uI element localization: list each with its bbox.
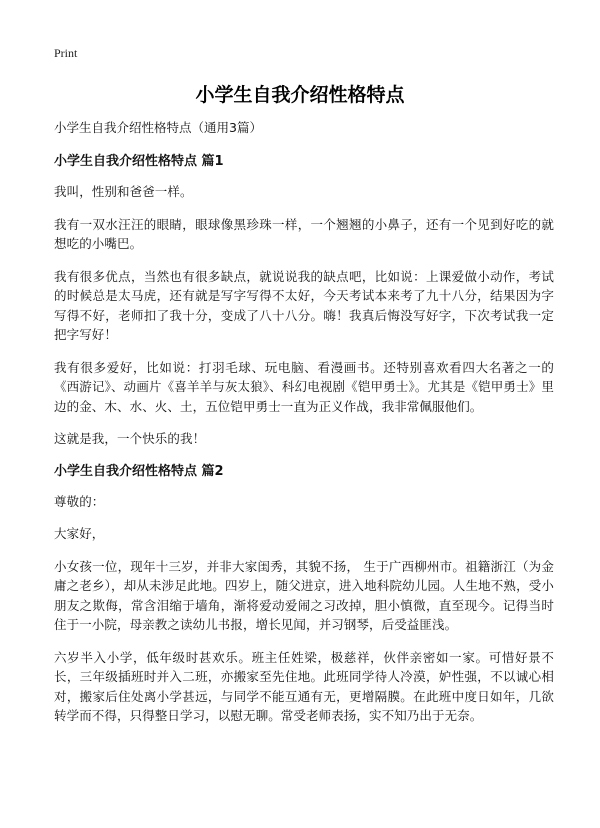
document-subtitle: 小学生自我介绍性格特点（通用3篇） [54,120,262,135]
paragraph: 小女孩一位，现年十三岁，并非大家闺秀，其貌不扬， 生于广西柳州市。祖籍浙江（为金庸之老乡），却从未涉足此地。四岁上，随父进京，进入地科院幼儿园。人生地不熟，受小朋友之欺侮，常含泪缩于墙角，渐将爱动爱闹之习改掉，胆小慎微，直至现今。记得当时住于一小院，母亲教之读幼儿书报，增长见闻，并习钢琴，后受益匪浅。 [54,558,554,632]
paragraph: 我有很多爱好，比如说：打羽毛球、玩电脑、看漫画书。还特别喜欢看四大名著之一的《西游记》、动画片《喜羊羊与灰太狼》、科幻电视剧《铠甲勇士》。尤其是《铠甲勇士》里边的金、木、水、火、土，五位铠甲勇士一直为正义作战，我非常佩服他们。 [54,359,554,414]
paragraph: 大家好， [54,526,105,541]
document-body [54,118,554,739]
paragraph: 我有很多优点，当然也有很多缺点，就说说我的缺点吧，比如说：上课爱做小动作，考试的时候总是太马虎，还有就是写字写得不太好，今天考试本来考了九十八分，结果因为字写得不好，老师扣了我十分，变成了八十八分。嗨！我真后悔没写好字，下次考试我一定把字写好！ [54,268,554,342]
paragraph: 六岁半入小学，低年级时甚欢乐。班主任姓梁，极慈祥，伙伴亲密如一家。可惜好景不长，三年级插班时并入二班，亦搬家至先住地。此班同学待人冷漠，妒性强，不以诚心相对，搬家后住处离小学甚远，与同学不能互通有无，更增隔膜。在此班中度日如年，几欲转学而不得，只得整日学习，以慰无聊。常受老师表扬，实不知乃出于无奈。 [54,649,554,723]
section-heading-2: 小学生自我介绍性格特点 篇2 [54,463,224,479]
paragraph: 我有一双水汪汪的眼睛，眼球像黑珍珠一样，一个翘翘的小鼻子，还有一个见到好吃的就想吃的小嘴巴。 [54,216,554,251]
section-heading-1: 小学生自我介绍性格特点 篇1 [54,154,224,169]
page-title: 小学生自我介绍性格特点 [195,84,405,106]
paragraph: 我叫，性别和爸爸一样。 [54,184,193,199]
paragraph: 尊敬的： [54,493,105,509]
print-link[interactable]: Print [54,46,78,60]
paragraph: 这就是我，一个快乐的我！ [54,431,206,446]
